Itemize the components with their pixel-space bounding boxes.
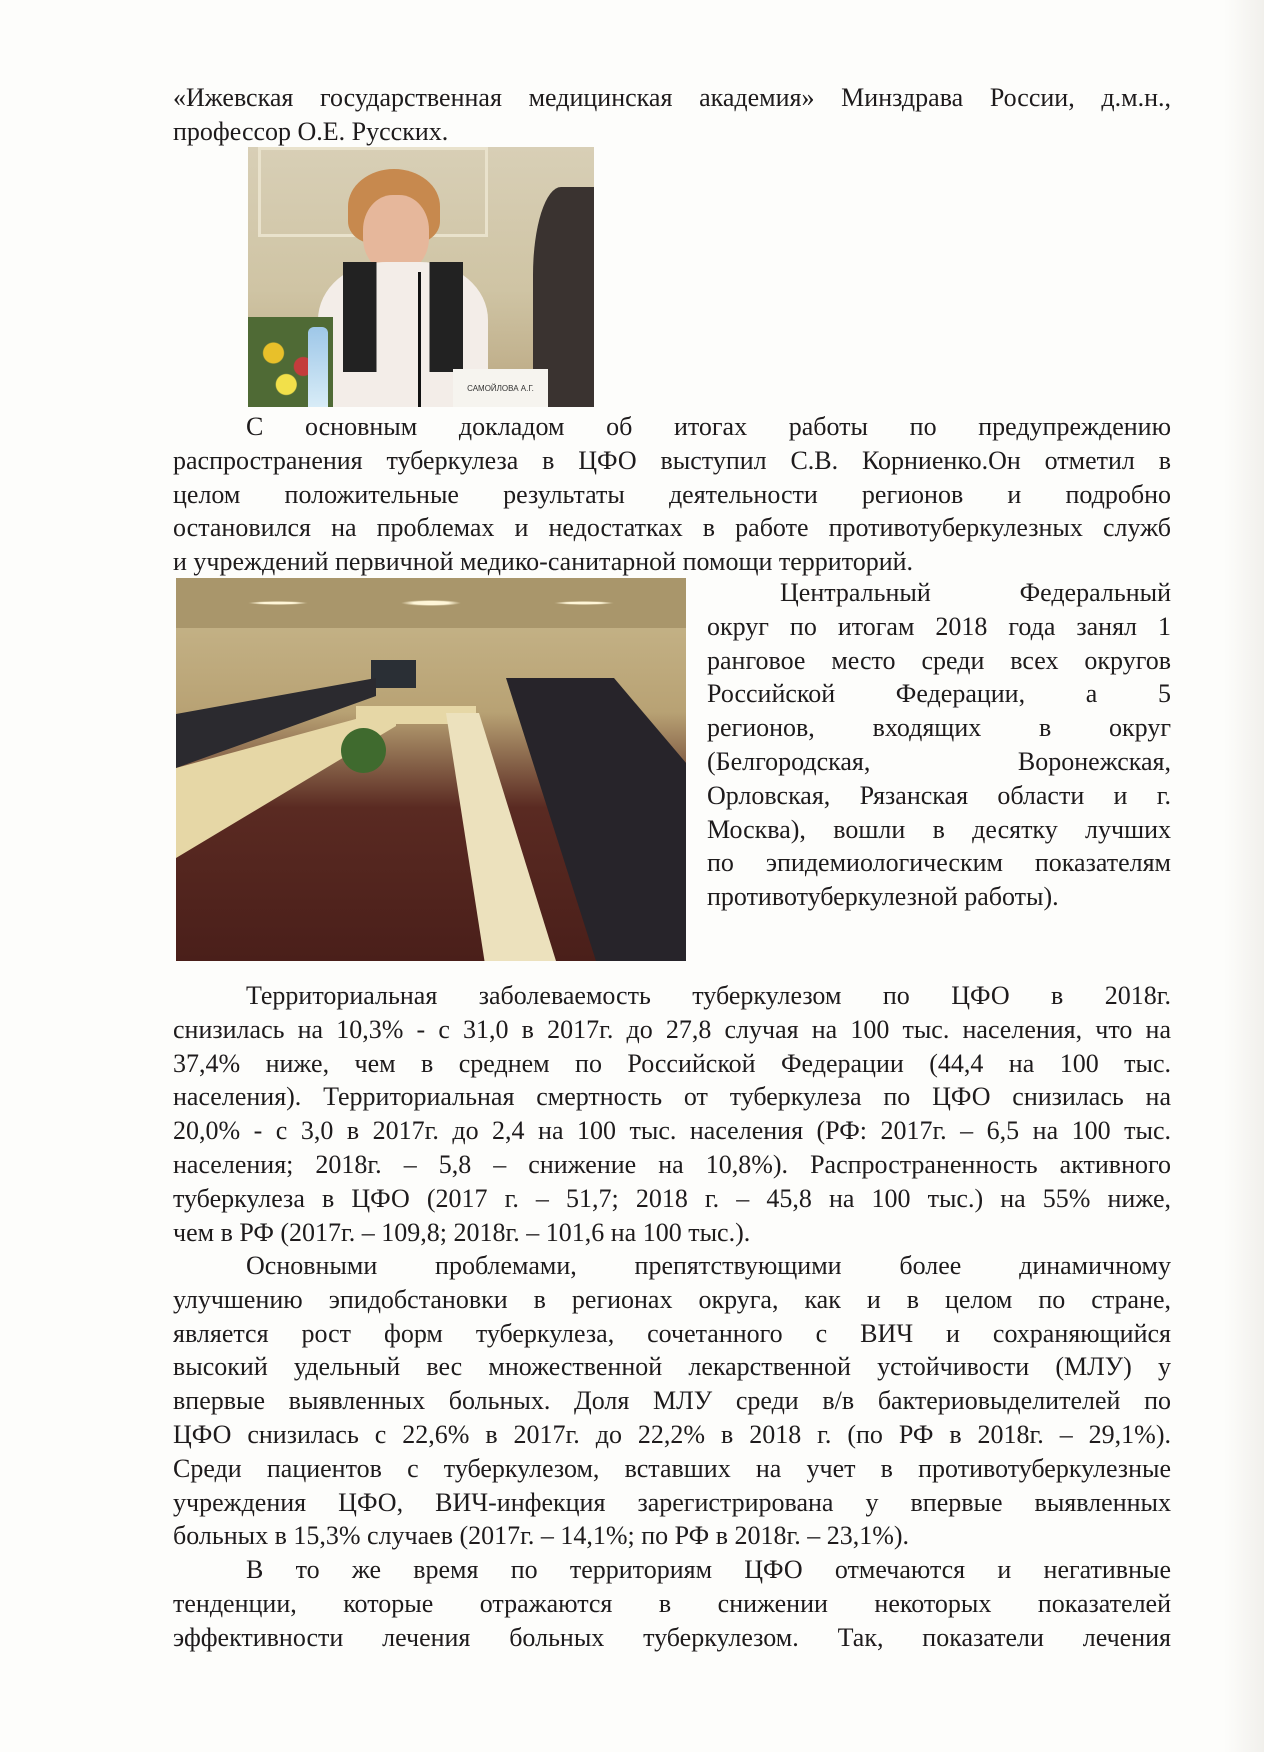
name-plate: САМОЙЛОВА А.Г. (453, 369, 548, 407)
photo-water-bottle (308, 327, 328, 407)
text-line: является рост форм туберкулеза, сочетанного с ВИЧ и сохраняющийся (173, 1318, 1171, 1348)
text-line: впервые выявленных больных. Доля МЛУ среди в/в бактериовыделителей по (173, 1386, 1171, 1416)
text-line: (Белгородская, Воронежская, (707, 746, 1171, 776)
incidence-paragraph (173, 979, 1171, 1249)
text-line: туберкулеза в ЦФО (2017 г. – 51,7; 2018 г. – 45,8 на 100 тыс.) на 55% ниже, (173, 1183, 1171, 1213)
text-line: чем в РФ (2017г. – 109,8; 2018г. – 101,6 на 100 тыс.). (173, 1217, 751, 1247)
text-line: улучшению эпидобстановки в регионах округа, как и в целом по стране, (173, 1284, 1171, 1314)
text-line: «Ижевская государственная медицинская академия» Минздрава России, д.м.н., (173, 83, 1171, 112)
text-line: остановился на проблемах и недостатках в работе противотуберкулезных служб (173, 513, 1171, 543)
text-line: распространения туберкулеза в ЦФО выступил С.В. Корниенко.Он отметил в (173, 445, 1171, 475)
scan-page-edge (1224, 0, 1264, 1752)
text-line: эффективности лечения больных туберкулезом. Так, показатели лечения (173, 1622, 1171, 1652)
photo-plant (341, 728, 386, 773)
ranking-paragraph (707, 576, 1171, 914)
text-line: населения; 2018г. – 5,8 – снижение на 10,8%). Распространенность активного (173, 1149, 1171, 1179)
text-line: тенденции, которые отражаются в снижении некоторых показателей (173, 1588, 1171, 1618)
problems-paragraph (173, 1249, 1171, 1553)
photo-microphone (418, 272, 421, 407)
conference-hall-photo (176, 578, 686, 961)
text-line: ранговое место среди всех округов (707, 645, 1171, 675)
photo-ceiling-lights (176, 578, 686, 628)
text-line: Среди пациентов с туберкулезом, вставших на учет в противотуберкулезные (173, 1453, 1171, 1483)
text-line: высокий удельный вес множественной лекарственной устойчивости (МЛУ) у (173, 1352, 1171, 1382)
text-line: Территориальная заболеваемость туберкулезом по ЦФО в 2018г. (246, 981, 1171, 1010)
text-line: Центральный Федеральный (780, 578, 1171, 607)
photo-screen (371, 660, 416, 688)
text-line: Основными проблемами, препятствующими более динамичному (246, 1251, 1171, 1280)
text-line: по эпидемиологическим показателям (707, 848, 1171, 878)
text-line: профессор О.Е. Русских. (173, 116, 449, 146)
text-line: Российской Федерации, а 5 (707, 679, 1171, 709)
text-line: и учреждений первичной медико-санитарной помощи территорий. (173, 547, 914, 577)
report-paragraph (173, 410, 1171, 579)
text-line: 20,0% - с 3,0 в 2017г. до 2,4 на 100 тыс. населения (РФ: 2017г. – 6,5 на 100 тыс. (173, 1116, 1171, 1146)
text-line: регионов, входящих в округ (707, 713, 1171, 743)
text-line: больных в 15,3% случаев (2017г. – 14,1%; по РФ в 2018г. – 23,1%). (173, 1521, 910, 1551)
text-line: населения). Территориальная смертность от туберкулеза по ЦФО снизилась на (173, 1082, 1171, 1112)
text-line: противотуберкулезной работы). (707, 882, 1059, 912)
text-line: Орловская, Рязанская области и г. (707, 780, 1171, 810)
intro-paragraph (173, 81, 1171, 149)
text-line: ЦФО снизилась с 22,6% в 2017г. до 22,2% в 2018 г. (по РФ в 2018г. – 29,1%). (173, 1419, 1171, 1449)
text-line: Москва), вошли в десятку лучших (707, 814, 1171, 844)
negative-trends-paragraph (173, 1553, 1171, 1654)
speaker-photo (248, 147, 594, 407)
text-line: учреждения ЦФО, ВИЧ-инфекция зарегистрирована у впервые выявленных (173, 1487, 1171, 1517)
text-line: снизилась на 10,3% - с 31,0 в 2017г. до 27,8 случая на 100 тыс. населения, что на (173, 1014, 1171, 1044)
photo-speaker-vest (343, 262, 463, 372)
text-line: В то же время по территориям ЦФО отмечаются и негативные (246, 1555, 1171, 1584)
text-line: округ по итогам 2018 года занял 1 (707, 611, 1171, 641)
text-line: целом положительные результаты деятельности регионов и подробно (173, 479, 1171, 509)
text-line: 37,4% ниже, чем в среднем по Российской Федерации (44,4 на 100 тыс. (173, 1048, 1171, 1078)
text-line: С основным докладом об итогах работы по предупреждению (246, 412, 1171, 441)
